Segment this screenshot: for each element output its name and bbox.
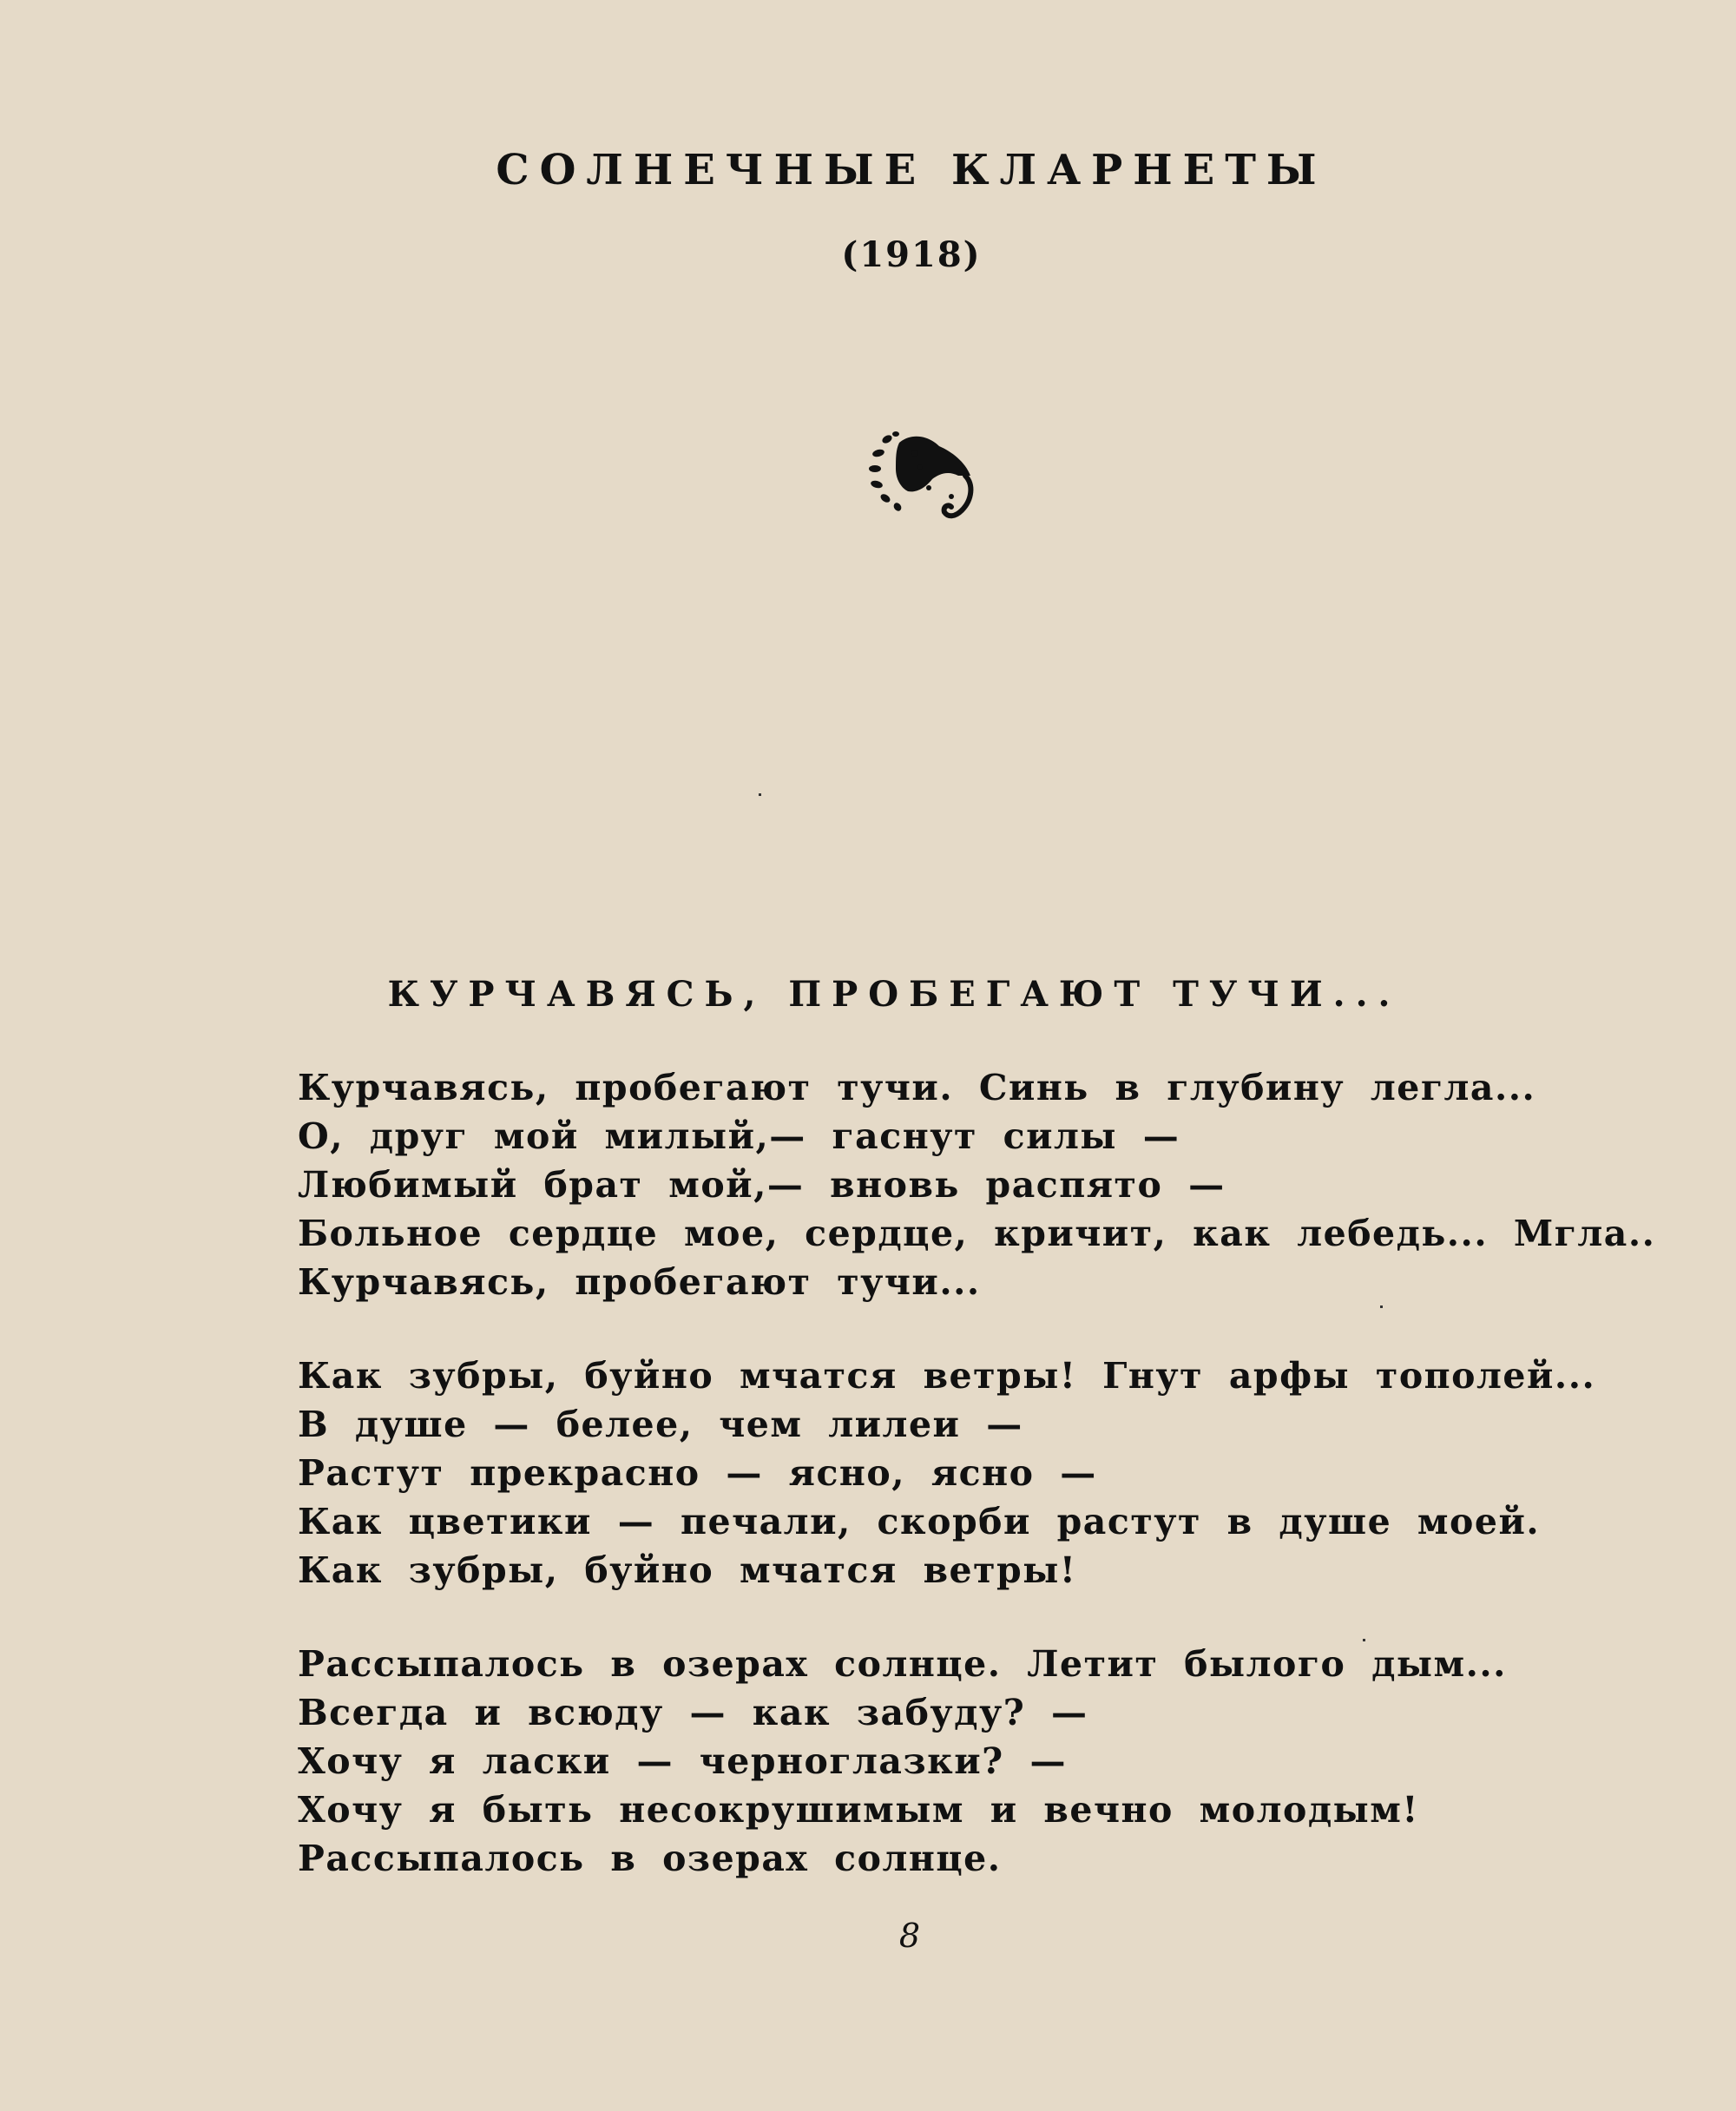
poem-line: Любимый брат мой,— вновь распято — — [298, 1164, 1226, 1206]
collection-year: (1918) — [841, 234, 982, 275]
print-speck — [1380, 1305, 1383, 1308]
stanza-1 — [298, 1063, 1656, 1306]
print-speck — [1363, 1639, 1365, 1641]
poem-line: Растут прекрасно — ясно, ясно — — [298, 1452, 1097, 1494]
floral-ornament-icon — [868, 427, 977, 524]
collection-title: СОЛНЕЧНЫЕ КЛАРНЕТЫ — [496, 146, 1327, 194]
stanza-3 — [298, 1640, 1652, 1883]
page-number: 8 — [898, 1917, 921, 1955]
poem-line: Всегда и всюду — как забуду? — — [298, 1692, 1088, 1733]
poem-line: О, друг мой милый,— гаснут силы — — [298, 1115, 1180, 1157]
poem-line: Рассыпалось в озерах солнце. — [298, 1838, 1002, 1879]
poem-line: Курчавясь, пробегают тучи... — [298, 1261, 981, 1303]
poem-line: Курчавясь, пробегают тучи. Синь в глубину легла... — [298, 1067, 1536, 1108]
print-speck — [759, 793, 761, 796]
poem-line: Как цветики — печали, скорби растут в душе моей. — [298, 1501, 1541, 1542]
poem-body — [298, 1063, 1656, 1928]
poem-title: КУРЧАВЯСЬ, ПРОБЕГАЮТ ТУЧИ... — [387, 974, 1401, 1015]
poem-line: Хочу я быть несокрушимым и вечно молодым! — [298, 1789, 1419, 1831]
poem-line: Как зубры, буйно мчатся ветры! — [298, 1549, 1077, 1591]
poem-line: Как зубры, буйно мчатся ветры! Гнут арфы тополей... — [298, 1355, 1596, 1397]
stanza-2 — [298, 1351, 1652, 1595]
poem-line: В душе — белее, чем лилеи — — [298, 1404, 1023, 1445]
poem-line: Больное сердце мое, сердце, кричит, как лебедь... Мгла.. — [298, 1213, 1656, 1254]
poem-line: Хочу я ласки — черноглазки? — — [298, 1740, 1067, 1782]
poem-line: Рассыпалось в озерах солнце. Летит былого дым... — [298, 1643, 1507, 1685]
